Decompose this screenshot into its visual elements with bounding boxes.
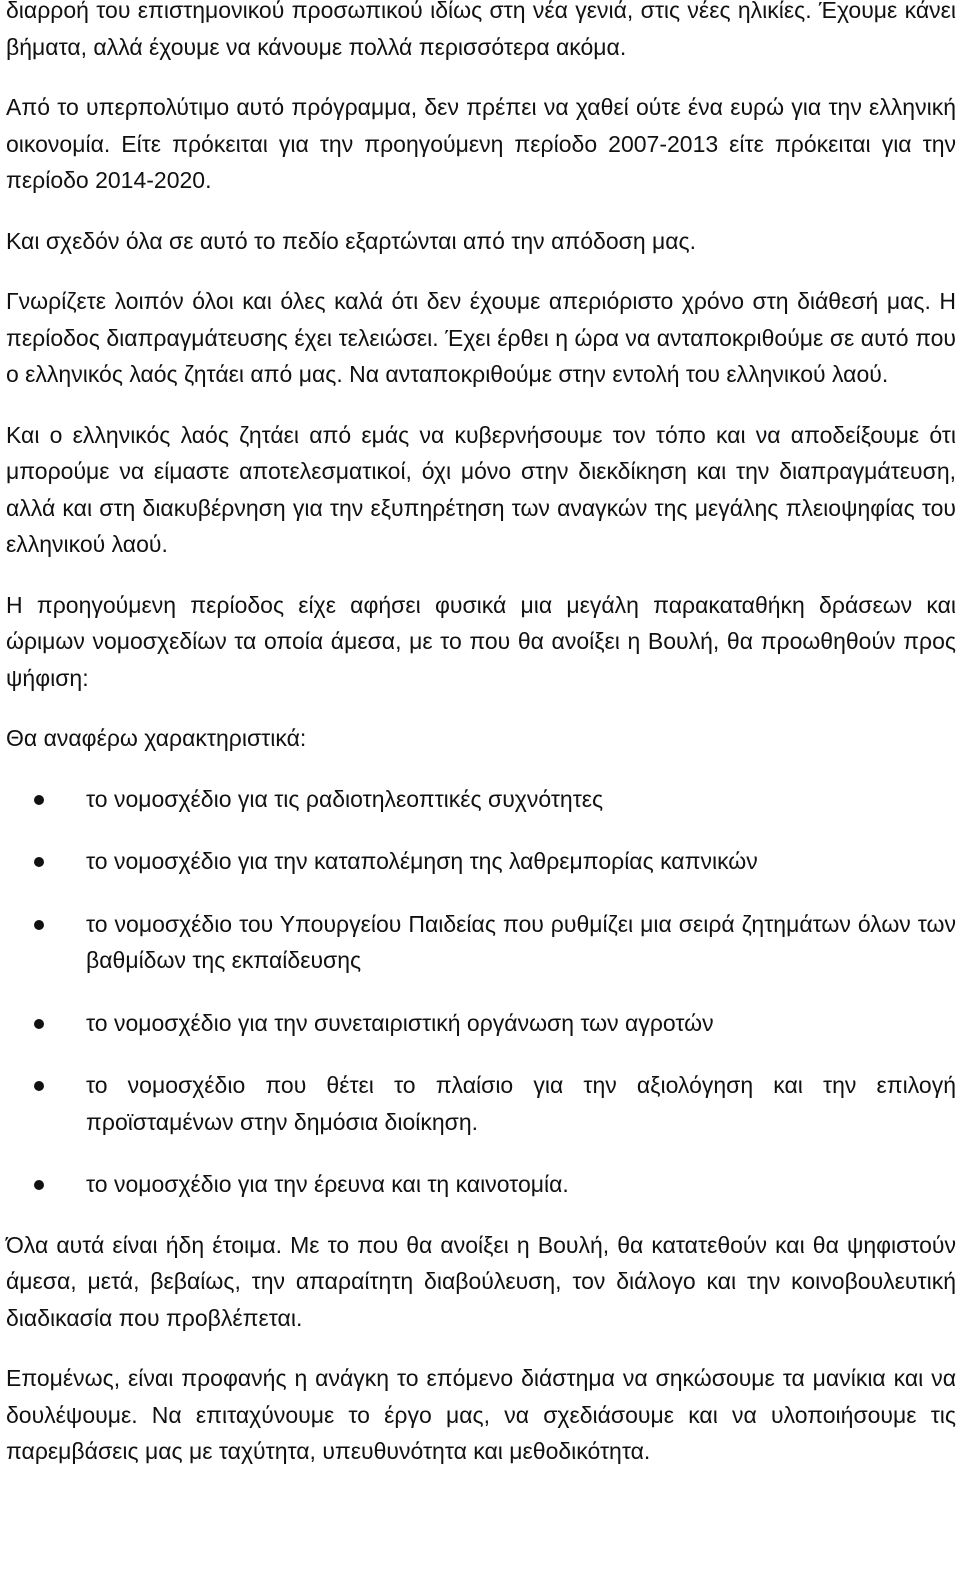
paragraph: Και σχεδόν όλα σε αυτό το πεδίο εξαρτώνται από την απόδοση μας. xyxy=(6,227,697,254)
paragraph: διαρροή του επιστημονικού προσωπικού ιδίως στη νέα γενιά, στις νέες ηλικίες. Έχουμε κάνει βήματα, αλλά έχουμε να κάνουμε πολλά περισσότερα ακόμα. xyxy=(6,0,956,60)
list-item xyxy=(6,1005,956,1042)
bullet-icon xyxy=(34,1019,44,1029)
paragraph: Γνωρίζετε λοιπόν όλοι και όλες καλά ότι δεν έχουμε απεριόριστο χρόνο στη διάθεσή μας. Η περίοδος διαπραγμάτευσης έχει τελειώσει. Έχει έρθει η ώρα να ανταποκριθούμε σε αυτό που ο ελληνικός λαός ζητάει από μας. Να ανταποκριθούμε στην εντολή του ελληνικού λαού. xyxy=(6,288,956,387)
bill-list xyxy=(6,781,956,1203)
list-item-text: το νομοσχέδιο για την έρευνα και τη καινοτομία. xyxy=(86,1171,569,1197)
bullet-icon xyxy=(34,795,44,805)
list-item-text: το νομοσχέδιο για την συνεταιριστική οργάνωση των αγροτών xyxy=(86,1009,714,1036)
document-page xyxy=(6,0,956,1494)
paragraph: Από το υπερπολύτιμο αυτό πρόγραμμα, δεν πρέπει να χαθεί ούτε ένα ευρώ για την ελληνική οικονομία. Είτε πρόκειται για την προηγούμενη περίοδο 2007-2013 είτε πρόκειται για την περίοδο 2014-2020. xyxy=(6,94,956,193)
list-item xyxy=(6,781,956,818)
list-item-text: το νομοσχέδιο του Υπουργείου Παιδείας που ρυθμίζει μια σειρά ζητημάτων όλων των βαθμίδων της εκπαίδευσης xyxy=(86,910,956,973)
paragraph: Όλα αυτά είναι ήδη έτοιμα. Με το που θα ανοίξει η Βουλή, θα κατατεθούν και θα ψηφιστούν άμεσα, μετά, βεβαίως, την απαραίτητη διαβούλευση, τον διάλογο και την κοινοβουλευτική διαδικασία που προβλέπεται. xyxy=(6,1231,956,1331)
list-item-text: το νομοσχέδιο για τις ραδιοτηλεοπτικές συχνότητες xyxy=(86,785,604,812)
list-item xyxy=(6,843,956,880)
paragraph: Θα αναφέρω χαρακτηριστικά: xyxy=(6,725,307,751)
bullet-icon xyxy=(34,920,44,930)
list-item xyxy=(6,1067,956,1140)
paragraph: Επομένως, είναι προφανής η ανάγκη το επόμενο διάστημα να σηκώσουμε τα μανίκια και να δουλέψουμε. Να επιταχύνουμε το έργο μας, να σχεδιάσουμε και να υλοποιήσουμε τις παρεμβάσεις μας με ταχύτητα, υπευθυνότητα και μεθοδικότητα. xyxy=(6,1365,956,1464)
list-item-text: το νομοσχέδιο που θέτει το πλαίσιο για την αξιολόγηση και την επιλογή προϊσταμένων στην δημόσια διοίκηση. xyxy=(86,1072,956,1135)
bullet-icon xyxy=(34,1180,44,1190)
bullet-icon xyxy=(34,857,44,867)
list-item xyxy=(6,1166,956,1203)
list-item-text: το νομοσχέδιο για την καταπολέμηση της λαθρεμπορίας καπνικών xyxy=(86,848,758,874)
list-item xyxy=(6,906,956,979)
paragraph: Και ο ελληνικός λαός ζητάει από εμάς να κυβερνήσουμε τον τόπο και να αποδείξουμε ότι μπορούμε να είμαστε αποτελεσματικοί, όχι μόνο στην διεκδίκηση και την διαπραγμάτευση, αλλά και στη διακυβέρνηση για την εξυπηρέτηση των αναγκών της μεγάλης πλειοψηφίας του ελληνικού λαού. xyxy=(6,421,956,557)
bullet-icon xyxy=(34,1081,44,1091)
paragraph: Η προηγούμενη περίοδος είχε αφήσει φυσικά μια μεγάλη παρακαταθήκη δράσεων και ώριμων νομοσχεδίων τα οποία άμεσα, με το που θα ανοίξει η Βουλή, θα προωθηθούν προς ψήφιση: xyxy=(6,591,956,691)
